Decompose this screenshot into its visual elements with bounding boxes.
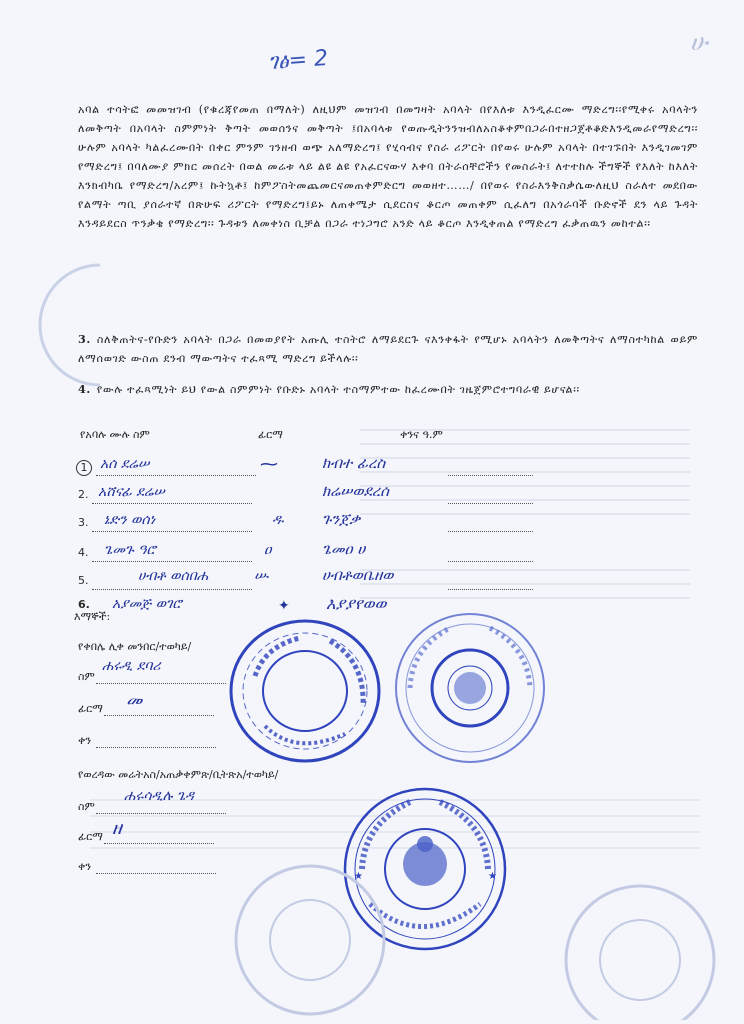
svg-text:★: ★ xyxy=(354,871,363,882)
member-number: 3. xyxy=(78,516,89,529)
clause-3-number: 3. xyxy=(78,332,91,346)
member-signature: ዐ xyxy=(264,542,272,558)
member-number: 5. xyxy=(78,574,89,587)
office-signature-value: ዘ xyxy=(112,818,122,839)
office-heading: የወረዳው መሬትአስ/አጠቃቀምጽ/ቢትጽአ/ተወካይ/ xyxy=(78,768,279,781)
corner-handwritten-mark: ሁ xyxy=(690,28,708,56)
member-row-3 xyxy=(78,510,538,534)
member-name: አሸናፊ ደሬሠ xyxy=(98,484,165,500)
main-paragraph: አባል ተሳትፎ መመዝገብ (የቁረጃየመጠ በማለት) ለዚህም መዝገብ በመግዛት አባላት በየእለቱ እንዲፈርሙ ማድረግ፡፡የሚቀሩ አባላትን ለመቅጣት በአባላት ስምምነት ቅጣት መወሰንና መቅጣት ፤በአባላቱ የወጡዲትንንዝብለአስቆቀምበጋራበተዘጋጀቶቆድእንዲመራየማድረግ፡፡ሁሉም አባላት ካልፈረሙበት በቀር ምንም ገንዘብ ወጭ አለማድረግ፤ የሂሳብና የስራ ሪፖርት በየወሩ ሁሉም አባላት በተገኙበት እንዲገመገም የማድረግ፤ በባለሙያ ምክር መሰረት በወል መሬቱ ላይ ልዩ ልዩ የአፈርናውሃ እቀባ በትራሰቸሮችን የመስራት፤ ለተተከሉ ችግኞች የእለት ከእለት እንክብካቤ የማድረግ/አረም፤ ኩትኳቶ፤ ከምፖስትመጨመርናመጠቀምድርግ መወዘተ……/ በየወሩ የስራእንቅስቃሴውለዚህ ስራለተ መደበው የልማት ጣቢ ያሰራተኛ በጽሁፍ ሪፖርት የማድረግ፤ይኑ ለጠቀሜታ ሲደርስና ቆርጦ መጠቀም ሲፈለግ በአጎራባች ቡድኖች ደን ላይ ጉዳት እንዳይደርስ ጥንቃቄ የማድረግ፡፡ ጉዳቱን ለመቀነስ ቢቻል በጋራ ተነጋግሮ አንድ ላይ ቆርጦ እንዲቀጠል የማድረግ ፈቃጠዉን መከተል፡፡ xyxy=(78,103,698,230)
member-number: 2. xyxy=(78,488,89,501)
clause-4-text: የውሉ ተፈጻሚነት ይህ የውል ስምምነት የቡድኑ አባላት ተስማምተው ከፈረሙበት ገዜጀምሮተግባራዊ ይሆናል፡፡ xyxy=(96,383,580,396)
kebele-name-label: ስም xyxy=(78,670,95,683)
header-member-name: የአባሉ ሙሉ ስም xyxy=(80,428,150,441)
member-date: ጉንጀቃ xyxy=(322,510,361,528)
member-date: ጌመዐ ሀ xyxy=(322,540,366,558)
office-date-label: ቀን xyxy=(78,860,92,873)
faint-stamp-margin xyxy=(30,250,100,400)
kebele-signature-value: መ xyxy=(126,690,143,711)
member-number: 6. xyxy=(78,598,90,611)
member-signature: ⁓ xyxy=(260,454,278,475)
kebele-date-label: ቀን xyxy=(78,734,92,747)
member-row-1 xyxy=(78,454,538,478)
office-signature-label: ፊርማ xyxy=(78,830,103,843)
member-name: ጌመጉ ዓሮ xyxy=(104,542,156,558)
office-name-label: ስም xyxy=(78,800,95,813)
kebele-heading: የቀበሌ ሊቀ መንበር/ተወካይ/ xyxy=(78,640,192,653)
member-date: እያያየወወ xyxy=(326,594,387,613)
member-name: አያመጅ ወገሮ xyxy=(112,596,182,612)
faint-stamp-left xyxy=(220,860,400,1020)
clause-3-text: ስለቅጠትና-የቡድን አባላት በጋራ በመወያየት አጡሊ ተስትሮ ለማይደርጉ ናእንቀፋት የሚሆኑ አባላትን ለመቅጣትና ለማስተካከል ወይም ለማሰወገድ ውስጠ ደንብ ማውጣትና ተፈጻሚ ማድረግ ይችላሉ፡፡ xyxy=(78,333,698,365)
member-name: ኔድን ወሰነ xyxy=(104,512,156,528)
clause-4 xyxy=(78,380,698,399)
member-signature: ✦ xyxy=(278,598,290,614)
svg-text:★: ★ xyxy=(488,871,497,882)
header-signature: ፊርማ xyxy=(258,428,283,441)
faint-stamp-right xyxy=(550,880,730,1020)
kebele-signature-label: ፊርማ xyxy=(78,702,103,715)
member-number: 1 xyxy=(76,460,92,476)
member-signature: ሡ xyxy=(254,568,269,584)
member-name: አሰ ደሬሠ xyxy=(100,456,150,472)
observers-label: እማኞች: xyxy=(74,610,111,623)
clause-3 xyxy=(78,330,698,368)
member-row-5 xyxy=(78,568,538,592)
member-number: 4. xyxy=(78,546,89,559)
office-name-value: ሐሩሳዲሉ ጌዳ xyxy=(124,788,194,804)
member-date: ሀብቶወቤዘወ xyxy=(322,566,394,584)
member-row-2 xyxy=(78,482,538,506)
office-stamp-upper xyxy=(390,608,550,768)
page-number: ገፅ= 2 xyxy=(267,45,329,76)
kebele-name-value: ሐሩዲ ደባሪ xyxy=(102,658,161,674)
header-date: ቀንና ዓ.ም xyxy=(400,428,443,441)
member-row-4 xyxy=(78,540,538,564)
member-signature: ዱ xyxy=(272,512,284,528)
member-name: ሀብቶ ወሰበሐ xyxy=(138,568,208,584)
kebele-stamp xyxy=(225,616,385,766)
clause-4-number: 4. xyxy=(78,382,91,396)
member-date: ክሬሠወደረሰ xyxy=(322,482,389,500)
member-date: ክብተ ፊረስ xyxy=(322,454,386,472)
